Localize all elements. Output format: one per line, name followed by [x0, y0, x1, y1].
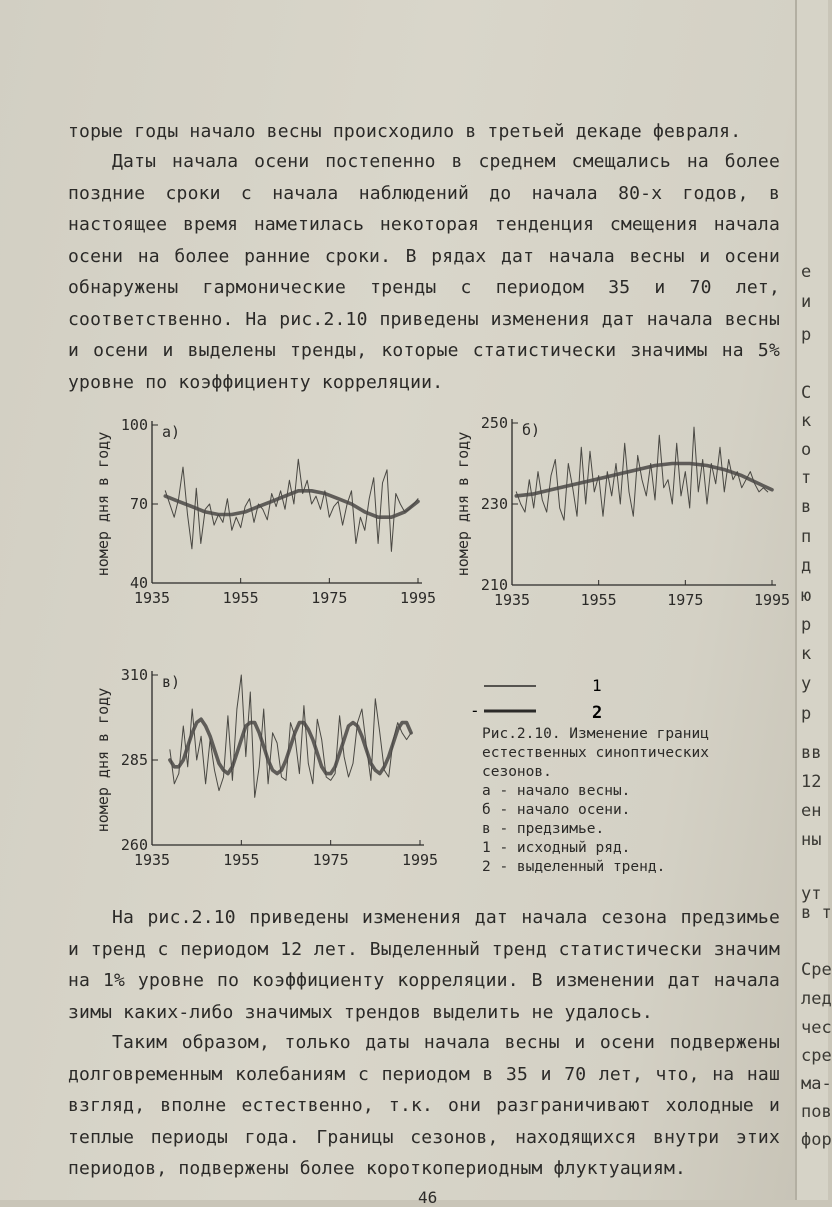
- x-tick-label: 1975: [667, 591, 704, 609]
- series-line-raw: [170, 675, 411, 797]
- adjacent-page-text: о: [801, 440, 812, 460]
- panel-label: в): [162, 673, 181, 691]
- adjacent-page-text: р: [801, 615, 812, 635]
- adjacent-page-text: р: [801, 704, 812, 724]
- caption-item-1: 1 - исходный ряд.: [482, 840, 631, 856]
- caption-item-a: а - начало весны.: [482, 783, 631, 799]
- x-tick-label: 1955: [223, 851, 260, 869]
- adjacent-page-text: вв: [801, 743, 822, 763]
- chart-a-svg: [80, 405, 440, 635]
- x-tick-label: 1935: [133, 589, 171, 607]
- series-line-trend: [516, 464, 772, 496]
- paragraph-3: На рис.2.10 приведены изменения дат начала сезона предзимье и тренд с периодом 12 лет. Выделенный тренд статистически значим на 1% уровне по коэффициенту корреляции. В изменении дат начала зимы каких-либо значимых трендов выделить не удалось.: [68, 907, 780, 1023]
- chart-v-prewinter: [80, 655, 440, 899]
- legend-label-1: 1: [592, 676, 602, 695]
- y-tick-label: 210: [480, 576, 508, 594]
- chart-a-spring: [80, 405, 440, 639]
- adjacent-page-text: и: [801, 292, 812, 312]
- adjacent-page-text: в т: [801, 903, 832, 923]
- adjacent-page-text: р: [801, 325, 812, 345]
- caption-item-2: 2 - выделенный тренд.: [482, 859, 666, 875]
- caption-item-b: б - начало осени.: [482, 802, 631, 818]
- adjacent-page-text: С: [801, 383, 812, 403]
- adjacent-page-text: пов: [801, 1102, 832, 1122]
- y-tick-label: 40: [129, 574, 148, 592]
- chart-legend: [470, 676, 620, 726]
- x-tick-label: 1935: [133, 851, 171, 869]
- paragraph-1: торые годы начало весны происходило в третьей декаде февраля.: [68, 121, 742, 142]
- x-tick-label: 1995: [399, 589, 437, 607]
- x-tick-label: 1975: [311, 589, 348, 607]
- paragraph-4: Таким образом, только даты начала весны и осени подвержены долговременным колебаниям с периодом в 35 и 70 лет, что, на наш взгляд, вполне естественно, т.к. они разграничивают холодные и теплые периоды года. Границы сезонов, находящихся внутри этих периодов, подвержены более короткопериодным флуктуациям.: [68, 1032, 780, 1179]
- y-axis-label: номер дня в году: [454, 431, 472, 577]
- y-tick-label: 260: [120, 836, 148, 854]
- chart-b-svg: [440, 405, 800, 635]
- adjacent-page-text: лед: [801, 989, 832, 1009]
- adjacent-page-text: п: [801, 527, 812, 547]
- y-tick-label: 250: [480, 414, 508, 432]
- series-line-raw: [165, 459, 418, 551]
- adjacent-page-text: ны: [801, 830, 822, 850]
- caption-item-v: в - предзимье.: [482, 821, 605, 837]
- adjacent-page-text: сре: [801, 1046, 832, 1066]
- series-line-raw: [516, 427, 767, 520]
- adjacent-page-text: чес: [801, 1018, 832, 1038]
- adjacent-page-text: Сре: [801, 960, 832, 980]
- adjacent-page-text: ен: [801, 801, 822, 821]
- legend-dash-mark: -: [470, 701, 480, 720]
- adjacent-page-text: т: [801, 468, 812, 488]
- chart-b-autumn: [440, 405, 800, 639]
- caption-title: Рис.2.10. Изменение границ естественных синоптических сезонов.: [482, 726, 709, 780]
- y-tick-label: 70: [129, 495, 148, 513]
- adjacent-page-text: фор: [801, 1130, 832, 1150]
- adjacent-page-text: в: [801, 497, 812, 517]
- adjacent-page-text: ю: [801, 586, 812, 606]
- adjacent-page-edge: [795, 0, 832, 1200]
- adjacent-page-text: д: [801, 556, 812, 576]
- y-axis-label: номер дня в году: [94, 687, 112, 833]
- y-tick-label: 230: [480, 495, 508, 513]
- x-tick-label: 1935: [493, 591, 531, 609]
- adjacent-page-text: у: [801, 674, 812, 694]
- adjacent-page-text: к: [801, 411, 812, 431]
- x-tick-label: 1995: [401, 851, 439, 869]
- legend-label-2: 2: [592, 703, 603, 723]
- y-tick-label: 310: [120, 666, 148, 684]
- page-number: 46: [418, 1188, 438, 1207]
- y-tick-label: 285: [120, 751, 148, 769]
- paragraph-2: Даты начала осени постепенно в среднем смещались на более поздние сроки с начала наблюдений до начала 80-х годов, в настоящее время наметилась некоторая тенденция смещения начала осени на более ранние сроки. В рядах дат начала весны и осени обнаружены гармонические тренды с периодом 35 и 70 лет, соответственно. На рис.2.10 приведены изменения дат начала весны и осени и выделены тренды, которые статистически значимы на 5% уровне по коэффициенту корреляции.: [68, 151, 780, 393]
- chart-v-svg: [80, 655, 440, 895]
- adjacent-page-text: е: [801, 262, 812, 282]
- panel-label: б): [522, 421, 541, 439]
- x-tick-label: 1995: [753, 591, 791, 609]
- adjacent-page-text: ут: [801, 884, 822, 904]
- adjacent-page-text: 12: [801, 772, 822, 792]
- y-tick-label: 100: [120, 416, 148, 434]
- x-tick-label: 1955: [580, 591, 617, 609]
- figure-caption: [482, 725, 782, 877]
- x-tick-label: 1955: [222, 589, 259, 607]
- x-tick-label: 1975: [312, 851, 349, 869]
- y-axis-label: номер дня в году: [94, 431, 112, 577]
- panel-label: а): [162, 423, 181, 441]
- adjacent-page-text: ма-: [801, 1074, 832, 1094]
- adjacent-page-text: к: [801, 644, 812, 664]
